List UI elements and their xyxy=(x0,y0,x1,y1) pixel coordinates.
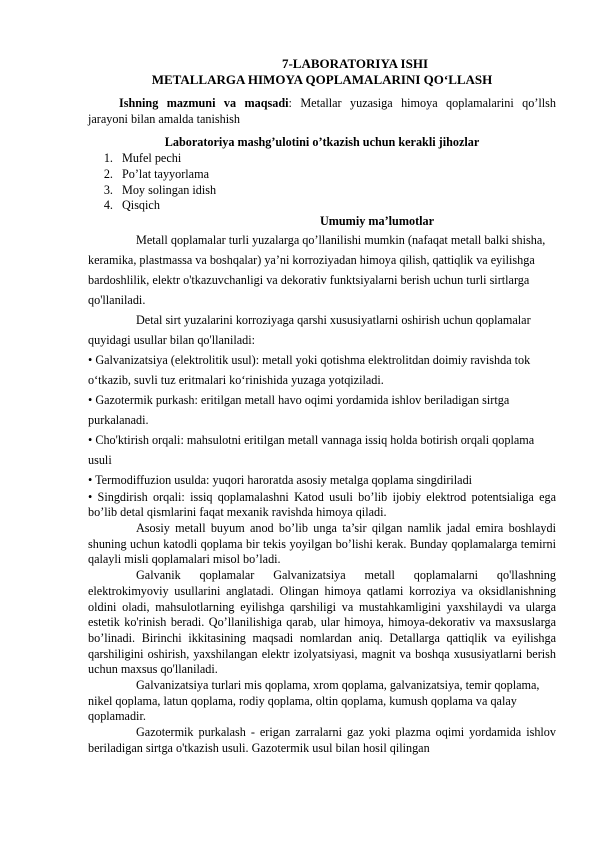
bullet-galvanization: • Galvanizatsiya (elektrolitik usul): metall yoki qotishma elektrolitdan doimiy ravishda tok o‘tkazib, suvli tuz eritmalari ko‘rinishida yuzaga yotqiziladi. xyxy=(88,352,531,387)
equipment-item: 2. Po’lat tayyorlama xyxy=(116,167,556,183)
equipment-list xyxy=(88,151,556,214)
purpose-paragraph xyxy=(88,96,556,127)
equipment-item: 3. Moy solingan idish xyxy=(116,183,556,199)
paragraph-galvanization-types: Galvanizatsiya turlari mis qoplama, xrom qoplama, galvanizatsiya, temir qoplama, nikel qoplama, latun qoplama, rodiy qoplama, oltin qoplama, kumush qoplama va qalay qoplamadir. xyxy=(88,678,540,724)
bullet-gas-thermal: • Gazotermik purkash: eritilgan metall havo oqimi yordamida ishlov beriladigan sirtga purkalanadi. xyxy=(88,392,510,427)
lab-topic-title: METALLARGA HIMOYA QOPLAMALARINI QO‘LLASH xyxy=(151,72,493,87)
paragraph-metal-coatings: Metall qoplamalar turli yuzalarga qo’llanilishi mumkin (nafaqat metall balki shisha, keramika, plastmassa va boshqalar) ya’ni korroziyadan himoya qilish, qattiqlik va eyilishga bardoshlilik, elektr o'tkazuvchanligi va dekorativ funktsiyalarni berish uchun turli sirtlarga qo'llaniladi. xyxy=(88,232,546,307)
lab-number-title: 7-LABORATORIYA ISHI xyxy=(281,56,429,71)
document-page xyxy=(88,56,556,757)
general-info-heading: Umumiy ma’lumotlar xyxy=(319,213,435,228)
paragraph-anode: Asosiy metall buyum anod bo’lib unga ta’sir qilgan namlik jadal emira boshlaydi shuning uchun katodli qoplama bir tekis yoyilgan bo’lishi kerak. Bunday qoplamalarga temirni qalayli misli qoplamalari misol bo’ladi. xyxy=(88,521,556,567)
bullet-impregnation: • Singdirish orqali: issiq qoplamalashni Katod usuli bo’lib ijobiy elektrod potentsialiga ega bo’lib detal qismlarini faqat mexanik ravishda himoya qiladi. xyxy=(88,489,556,520)
purpose-text: : Metallar yuzasiga himoya qoplamalarini qo’llsh jarayoni bilan amalda tanishish xyxy=(88,96,556,126)
paragraph-galvanic: Galvanik qoplamalar Galvanizatsiya metall qoplamalarni qo'llashning elektrokimyoviy usullarini anglatadi. Olingan himoya qatlami korroziya va oksidlanishning oldini oladi, mahsulotlarning eyilishga qarshiligi va mustahkamligini yaxshilaydi va ularga estetik ko'rinish beradi. Qo’llanilishiga qarab, ular himoya, himoya-dekorativ va maxsuslarga bo’linadi. Birinchi ikkitasining maqsadi nomlardan aniq. Detallarga qattiqlik va eyilishga qarshiligini oshirish, yaxshilangan elektr izolyatsiyasi, magnit va boshqa xususiyatlarni berish uchun maxsus qo'llaniladi. xyxy=(88,568,556,677)
bullet-thermodiffusion: • Termodiffuzion usulda: yuqori haroratda asosiy metalga qoplama singdiriladi xyxy=(88,472,473,487)
bullet-immersion: • Cho'ktirish orqali: mahsulotni eritilgan metall vannaga issiq holda botirish orqali qoplama usuli xyxy=(88,432,535,467)
paragraph-gas-thermal-spraying: Gazotermik purkalash - erigan zarralarni gaz yoki plazma oqimi yordamida ishlov beriladigan sirtga o'tkazish usuli. Gazotermik usul bilan hosil qilingan xyxy=(88,725,556,755)
purpose-label: Ishning mazmuni va maqsadi xyxy=(119,96,289,110)
equipment-item: 4. Qisqich xyxy=(116,198,556,214)
equipment-heading: Laboratoriya mashg’ulotini o’tkazish uchun kerakli jihozlar xyxy=(164,135,480,150)
equipment-item: 1. Mufel pechi xyxy=(116,151,556,167)
paragraph-coating-methods: Detal sirt yuzalarini korroziyaga qarshi xususiyatlarni oshirish uchun qoplamalar quyidagi usullar bilan qo'llaniladi: xyxy=(88,312,531,347)
